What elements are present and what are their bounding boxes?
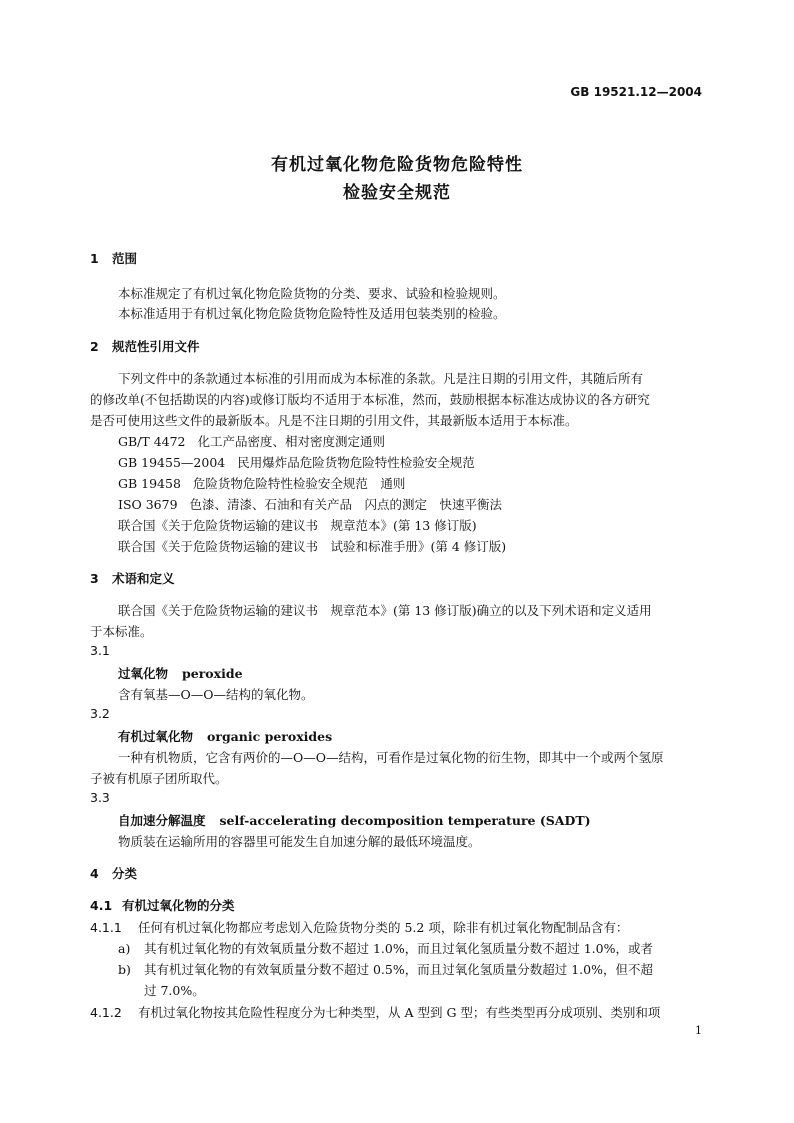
clause-number: 4.1.1: [90, 920, 122, 935]
references-intro-line1: 下列文件中的条款通过本标准的引用而成为本标准的条款。凡是注日期的引用文件，其随后所有: [118, 371, 644, 386]
scope-paragraph-1: 本标准规定了有机过氧化物危险货物的分类、要求、试验和检验规则。: [118, 286, 506, 301]
item-text: 其有机过氧化物的有效氧质量分数不超过 0.5%，而且过氧化氢质量分数超过 1.0%，但不超: [144, 962, 653, 977]
clause-number: 4.1.2: [90, 1005, 122, 1020]
term-definition: 物质装在运输所用的容器里可能发生自加速分解的最低环境温度。: [118, 834, 481, 849]
page-number: 1: [695, 1024, 702, 1037]
subsection-number: 4.1: [90, 898, 113, 913]
term-en: organic peroxides: [207, 729, 333, 744]
item-label: a): [118, 941, 131, 956]
item-label: b): [118, 962, 131, 977]
section-number: 1: [90, 251, 99, 266]
reference-code: GB 19458: [118, 476, 181, 491]
terms-intro-line1: 联合国《关于危险货物运输的建议书 规章范本》(第 13 修订版)确立的以及下列术语和定义适用: [118, 603, 652, 618]
term-heading: [118, 727, 332, 745]
reference-title: 危险货物危险特性检验安全规范 通则: [192, 476, 406, 491]
term-number: 3.3: [90, 790, 110, 805]
reference-title: 联合国《关于危险货物运输的建议书 试验和标准手册》(第 4 修订版): [118, 539, 507, 554]
reference-item: [118, 516, 477, 534]
section-number: 3: [90, 571, 99, 586]
section-4-heading: [90, 864, 137, 882]
scope-paragraph-2: 本标准适用于有机过氧化物危险货物危险特性及适用包装类别的检验。: [118, 306, 506, 321]
reference-code: ISO 3679: [118, 497, 178, 512]
section-number: 2: [90, 339, 99, 354]
section-title: 范围: [112, 251, 138, 266]
document-title-line1: 有机过氧化物危险货物危险特性: [271, 155, 523, 175]
term-en: peroxide: [182, 666, 243, 681]
reference-title: 化工产品密度、相对密度测定通则: [197, 434, 386, 449]
section-1-heading: [90, 249, 137, 267]
clause-text: 任何有机过氧化物都应考虑划入危险货物分类的 5.2 项，除非有机过氧化物配制品含有：: [138, 920, 629, 935]
subsection-4-1-heading: [90, 896, 235, 914]
term-zh: 过氧化物: [118, 666, 169, 681]
section-3-heading: [90, 569, 175, 587]
term-zh: 有机过氧化物: [118, 729, 194, 744]
section-title: 规范性引用文件: [112, 339, 200, 354]
term-number: 3.1: [90, 643, 110, 658]
document-title-line2: 检验安全规范: [343, 183, 451, 203]
reference-item: [118, 537, 506, 555]
section-title: 术语和定义: [112, 571, 175, 586]
reference-item: [118, 453, 475, 471]
terms-intro-line2: 于本标准。: [90, 624, 153, 639]
reference-title: 色漆、清漆、石油和有关产品 闪点的测定 快速平衡法: [189, 497, 503, 512]
term-definition-line1: 一种有机物质，它含有两价的—O—O—结构，可看作是过氧化物的衍生物，即其中一个或两个氢原: [118, 750, 664, 765]
term-definition: 含有氧基—O—O—结构的氧化物。: [118, 687, 314, 702]
item-text: 其有机过氧化物的有效氧质量分数不超过 1.0%，而且过氧化氢质量分数不超过 1.0%，或者: [144, 941, 653, 956]
reference-item: [118, 432, 385, 450]
reference-item: [118, 495, 502, 513]
clause-4-1-2: [90, 1003, 660, 1021]
section-title: 分类: [112, 866, 138, 881]
reference-title: 联合国《关于危险货物运输的建议书 规章范本》(第 13 修订版): [118, 518, 477, 533]
reference-code: GB 19455—2004: [118, 455, 226, 470]
list-item-a: [118, 939, 653, 957]
clause-text: 有机过氧化物按其危险性程度分为七种类型，从 A 型到 G 型；有些类型再分成项别、类别和项: [138, 1005, 661, 1020]
term-heading: [118, 664, 243, 682]
section-2-heading: [90, 337, 200, 355]
reference-code: GB/T 4472: [118, 434, 186, 449]
list-item-b-continued: 过 7.0%。: [144, 983, 205, 998]
reference-item: [118, 474, 405, 492]
term-heading: [118, 811, 591, 829]
term-number: 3.2: [90, 706, 110, 721]
reference-title: 民用爆炸品危险货物危险特性检验安全规范: [237, 455, 475, 470]
section-number: 4: [90, 866, 99, 881]
list-item-b: [118, 960, 653, 978]
term-zh: 自加速分解温度: [118, 813, 206, 828]
term-definition-line2: 子被有机原子团所取代。: [90, 771, 228, 786]
references-intro-line2: 的修改单(不包括勘误的内容)或修订版均不适用于本标准，然而，鼓励根据本标准达成协议的各方研究: [90, 392, 650, 407]
term-en: self-accelerating decomposition temperature (SADT): [219, 813, 591, 828]
standard-number: GB 19521.12—2004: [570, 85, 702, 99]
subsection-title: 有机过氧化物的分类: [122, 898, 235, 913]
references-intro-line3: 是否可使用这些文件的最新版本。凡是不注日期的引用文件，其最新版本适用于本标准。: [90, 413, 578, 428]
clause-4-1-1: [90, 918, 628, 936]
